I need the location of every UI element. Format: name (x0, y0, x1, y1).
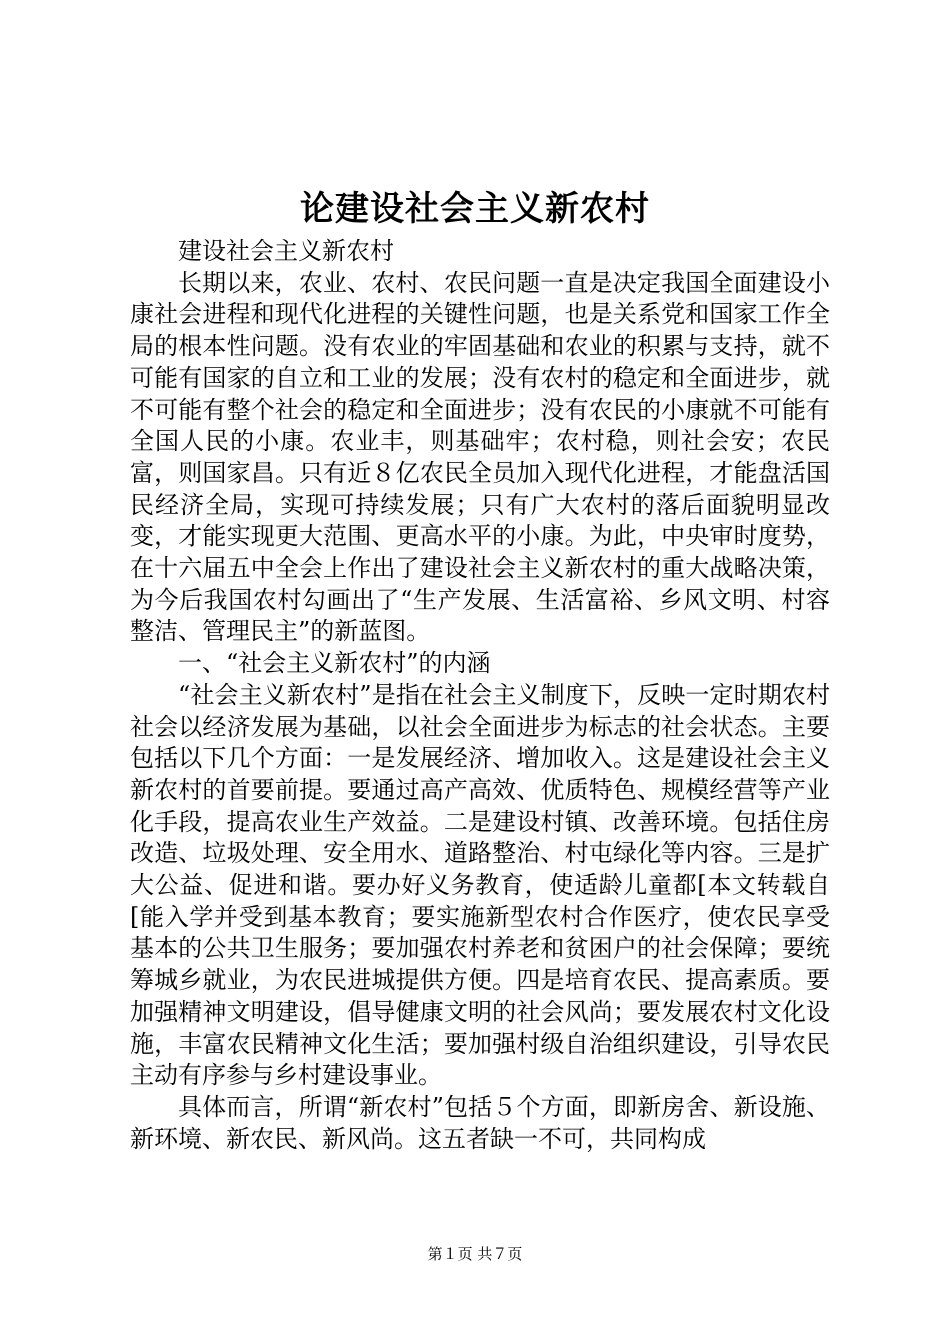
paragraph-introduction: 长期以来，农业、农村、农民问题一直是决定我国全面建设小康社会进程和现代化进程的关键性问题，也是关系党和国家工作全局的根本性问题。没有农业的牢固基础和农业的积累与支持，就不可能有国家的自立和工业的发展；没有农村的稳定和全面进步，就不可能有整个社会的稳定和全面进步；没有农民的小康就不可能有全国人民的小康。农业丰，则基础牢；农村稳，则社会安；农民富，则国家昌。只有近８亿农民全员加入现代化进程，才能盘活国民经济全局，实现可持续发展；只有广大农村的落后面貌明显改变，才能实现更大范围、更高水平的小康。为此，中央审时度势，在十六届五中全会上作出了建设社会主义新农村的重大战略决策，为今后我国农村勾画出了“生产发展、生活富裕、乡风文明、村容整洁、管理民主”的新蓝图。 (130, 268, 830, 646)
paragraph-connotation: “社会主义新农村”是指在社会主义制度下，反映一定时期农村社会以经济发展为基础，以社会全面进步为标志的社会状态。主要包括以下几个方面：一是发展经济、增加收入。这是建设社会主义新农村的首要前提。要通过高产高效、优质特色、规模经营等产业化手段，提高农业生产效益。二是建设村镇、改善环境。包括住房改造、垃圾处理、安全用水、道路整治、村屯绿化等内容。三是扩大公益、促进和谐。要办好义务教育，使适龄儿童都[本文转载自[能入学并受到基本教育；要实施新型农村合作医疗，使农民享受基本的公共卫生服务；要加强农村养老和贫困户的社会保障；要统筹城乡就业，为农民进城提供方便。四是培育农民、提高素质。要加强精神文明建设，倡导健康文明的社会风尚；要发展农村文化设施，丰富农民精神文化生活；要加强村级自治组织建设，引导农民主动有序参与乡村建设事业。 (130, 680, 830, 1090)
page-number-footer: 第１页 共７页 (427, 1245, 523, 1263)
section-heading-connotation: 一、“社会主义新农村”的内涵 (178, 649, 491, 678)
paragraph-subtitle: 建设社会主义新农村 (178, 237, 394, 265)
paragraph-five-aspects: 具体而言，所谓“新农村”包括５个方面，即新房舍、新设施、新环境、新农民、新风尚。这五者缺一不可，共同构成 (130, 1092, 830, 1153)
document-title: 论建设社会主义新农村 (300, 189, 650, 229)
document-body (130, 236, 830, 1155)
